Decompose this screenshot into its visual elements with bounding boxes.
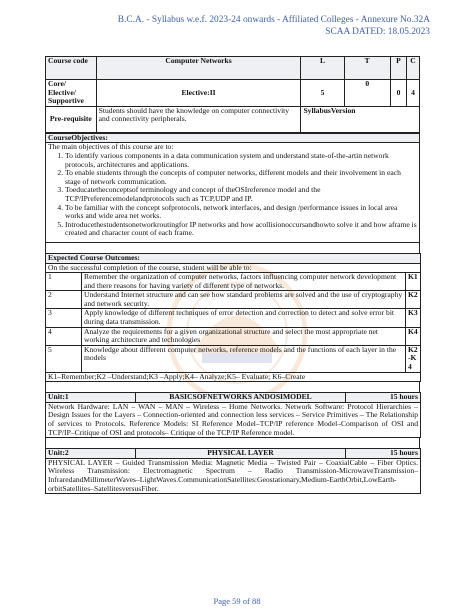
- outcome-number: 1: [46, 273, 82, 291]
- objective-item: 5. Introducethestudentsonetworkroutingfor IP networks and how acollisionoccursandhowto solve it and how aframe is created and character count of each frame.: [65, 221, 417, 238]
- objectives-body: [46, 143, 420, 243]
- category-label: Core/ Elective/ Supportive: [46, 80, 97, 107]
- objective-item: 3. Toeducatetheconceptsof terminology and concept of theOSIreference model and the TCP/IPreferencemodelandprotocols such as TCP,UDP and IP.: [65, 186, 417, 203]
- unit2-content: PHYSICAL LAYER – Guided Transmission Media: Magnetic Media – Twisted Pair – CoaxialCable – Fiber Optics. Wireless Transmission: Electromagnetic Spectrum – Radio Transmission-MicrowaveTransmission–InfraredandMillimeterWaves–LightWaves.CommunicationSatellites:Geostationary,Medium-EarthOrbit,LowEarth-orbitSatellites–SatellitesversusFiber.: [46, 458, 421, 493]
- prerequisite-label: Pre-requisite: [46, 106, 97, 132]
- unit1-table: [45, 392, 421, 438]
- unit1-content: Network Hardware: LAN – WAN – MAN – Wireless – Home Networks. Network Software: Protocol Hierarchies – Design Issues for the Layers – Connection-oriented and connection less services – Service Primitives – The Relationship of services to Protocols. Reference Models: SI Reference Model–TCP/IP reference Model–Comparison of OSI and TCP/IP–Critique of OSI and protocols– Critique of the TCP/IP Reference model.: [46, 402, 421, 437]
- outcome-text: Apply knowledge of different techniques of error detection and correction to detect and solve error bit during data transmission.: [82, 309, 406, 327]
- unit1-label: Unit:1: [46, 393, 136, 403]
- outcome-level: K2: [406, 291, 421, 309]
- objectives-table: [45, 133, 420, 243]
- unit1-title: BASICSOFNETWORKS ANDOSIMODEL: [136, 393, 346, 403]
- page-number: Page 59 of 88: [213, 596, 261, 606]
- outcome-text: Knowledge about different computer networks, reference models and the functions of each layer in the models: [82, 345, 406, 372]
- outcome-text: Understand Internet structure and can see how standard problems are solved and the use of cryptography and network security.: [82, 291, 406, 309]
- knowledge-levels-legend: K1–Remember;K2 –Understand;K3 –Apply;K4– Analyze;K5– Evaluate; K6–Create: [46, 372, 421, 382]
- col-p-header: P: [390, 57, 406, 80]
- unit1-hours: 15 hours: [346, 393, 421, 403]
- outcome-text: Analyze the requirements for a given organizational structure and select the most appropriate net working architecture and technologies: [82, 327, 406, 345]
- course-name: Computer Networks: [96, 57, 301, 80]
- course-code-label: Course code: [46, 57, 97, 80]
- outcome-number: 5: [46, 345, 82, 372]
- outcome-level: K3: [406, 309, 421, 327]
- outcome-level: K4: [406, 327, 421, 345]
- unit2-hours: 15 hours: [346, 449, 421, 459]
- outcome-number: 3: [46, 309, 82, 327]
- outcome-text: Remember the organization of computer networks, factors influencing computer network development and there reasons for having variety of different type of networks.: [82, 273, 406, 291]
- unit2-table: [45, 448, 421, 494]
- t-value: 0: [344, 80, 390, 107]
- objective-item: 1. To identify various components in a data communication system and understand state-of-the-artin network protocols, architectures and applications.: [65, 152, 417, 169]
- outcomes-intro: On the successful completion of the course, student will be able to:: [46, 263, 421, 273]
- unit2-label: Unit:2: [46, 449, 136, 459]
- col-t-header: T: [344, 57, 390, 80]
- prerequisite-text: Students should have the knowledge on computer connectivity and connectivity peripherals.: [96, 106, 301, 132]
- outcome-number: 4: [46, 327, 82, 345]
- spacer: [45, 438, 420, 448]
- course-info-table: [45, 56, 420, 133]
- syllabus-table-frame: [45, 56, 420, 494]
- objective-item: 2. To enable students through the concepts of computer networks, different models and their involvement in each stage of network communication.: [65, 169, 417, 186]
- col-l-header: L: [301, 57, 344, 80]
- page-header: [118, 14, 430, 38]
- outcome-number: 2: [46, 291, 82, 309]
- outcome-level: K2-K4: [406, 345, 421, 372]
- p-value: 0: [390, 80, 406, 107]
- spacer: [45, 243, 420, 253]
- objectives-heading: CourseObjectives:: [46, 133, 420, 143]
- outcomes-table: [45, 253, 421, 382]
- outcomes-heading: Expected Course Outcomes:: [46, 253, 421, 263]
- c-value: 4: [407, 80, 420, 107]
- header-line-1: B.C.A. - Syllabus w.e.f. 2023-24 onwards - Affiliated Colleges - Annexure No.32A: [117, 15, 430, 25]
- header-line-2: SCAA DATED: 18.05.2023: [325, 27, 430, 37]
- objectives-list: [48, 152, 417, 238]
- objective-item: 4. To be familiar with the concept sofprotocols, network interfaces, and design /performance issues in local area works and wide area net works.: [65, 204, 417, 221]
- spacer: [45, 382, 420, 392]
- col-c-header: C: [407, 57, 420, 80]
- category-value: Elective:II: [96, 80, 301, 107]
- objectives-intro: The main objectives of this course are to:: [48, 142, 174, 152]
- outcome-level: K1: [406, 273, 421, 291]
- unit2-title: PHYSICAL LAYER: [136, 449, 346, 459]
- l-value: 5: [301, 80, 344, 107]
- syllabus-version-label: SyllabusVersion: [301, 106, 420, 132]
